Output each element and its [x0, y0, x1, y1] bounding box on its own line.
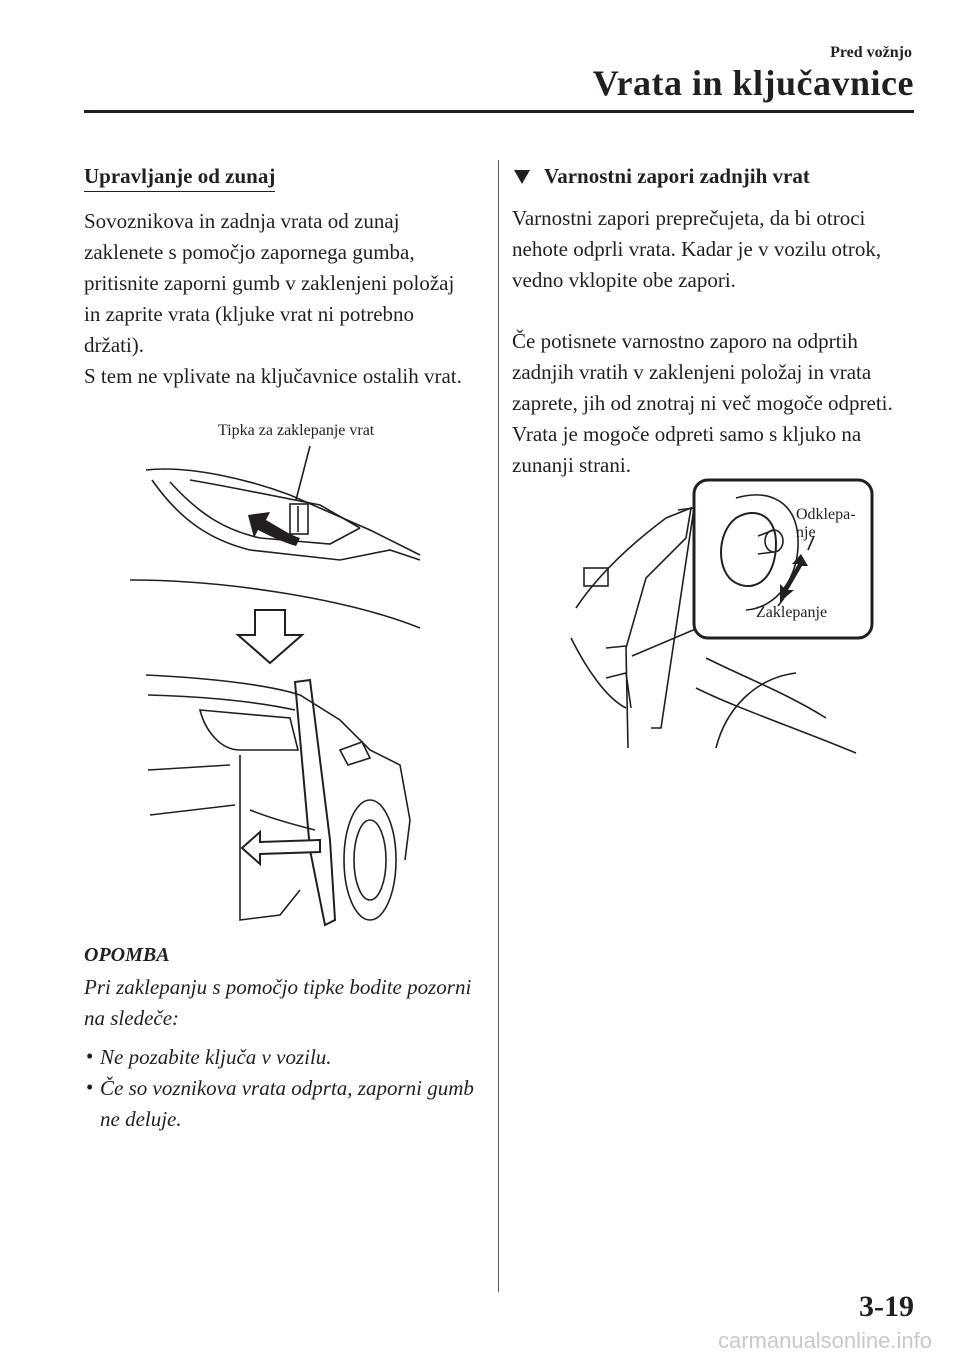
header-rule [84, 110, 914, 113]
figure-label-lock-knob: Tipka za zaklepanje vrat [218, 422, 375, 439]
note-item: • Ne pozabite ključa v vozilu. [84, 1042, 484, 1073]
right-paragraph-2: Če potisnete varnostno zaporo na odprtih zadnjih vratih v zaklenjeni položaj in vrata zaprete, jih od znotraj ni več mogoče odpreti. Vrata je mogoče odpreti samo s kljuko na zunanji strani. [512, 329, 893, 477]
watermark: carmanualsonline.info [717, 1328, 932, 1353]
right-body-text [512, 203, 916, 481]
note-title: OPOMBA [84, 944, 170, 966]
note-body [84, 972, 484, 1135]
left-body-text [84, 206, 474, 392]
right-paragraph-1: Varnostni zapori preprečujeta, da bi otroci nehote odprli vrata. Kadar je v vozilu otrok, vedno vklopite obe zapori. [512, 206, 882, 292]
left-paragraph-2: S tem ne vplivate na ključavnice ostalih vrat. [84, 364, 462, 388]
bullet-icon: • [86, 1044, 94, 1068]
column-divider [498, 160, 499, 1292]
section-heading-child-locks: Varnostni zapori zadnjih vrat [512, 164, 916, 189]
header-section: Pred vožnjo [830, 44, 912, 61]
label-unlock-line-1: Odklepa- [796, 506, 856, 523]
note-intro: Pri zaklepanju s pomočjo tipke bodite pozorni na sledeče: [84, 975, 472, 1030]
note-item: • Če so voznikova vrata odprta, zaporni gumb ne deluje. [84, 1073, 484, 1135]
lock-knob-figure [130, 420, 430, 940]
label-unlock-line-2: nje [796, 524, 816, 541]
note-list [84, 1042, 484, 1135]
triangle-marker-icon [514, 170, 530, 184]
child-lock-figure [566, 478, 876, 758]
left-column [84, 164, 474, 392]
right-column [512, 164, 916, 481]
door-illustration [130, 420, 430, 940]
page-title: Vrata in ključavnice [592, 63, 914, 103]
page-number: 3-19 [859, 1290, 914, 1323]
subheading-outside-operation: Upravljanje od zunaj [84, 164, 275, 192]
label-lock: Zaklepanje [756, 604, 828, 621]
left-paragraph-1: Sovoznikova in zadnja vrata od zunaj zaklenete s pomočjo zapornega gumba, pritisnite zaporni gumb v zaklenjeni položaj in zaprite vrata (kljuke vrat ni potrebno držati). [84, 209, 455, 357]
bullet-icon: • [86, 1075, 94, 1099]
